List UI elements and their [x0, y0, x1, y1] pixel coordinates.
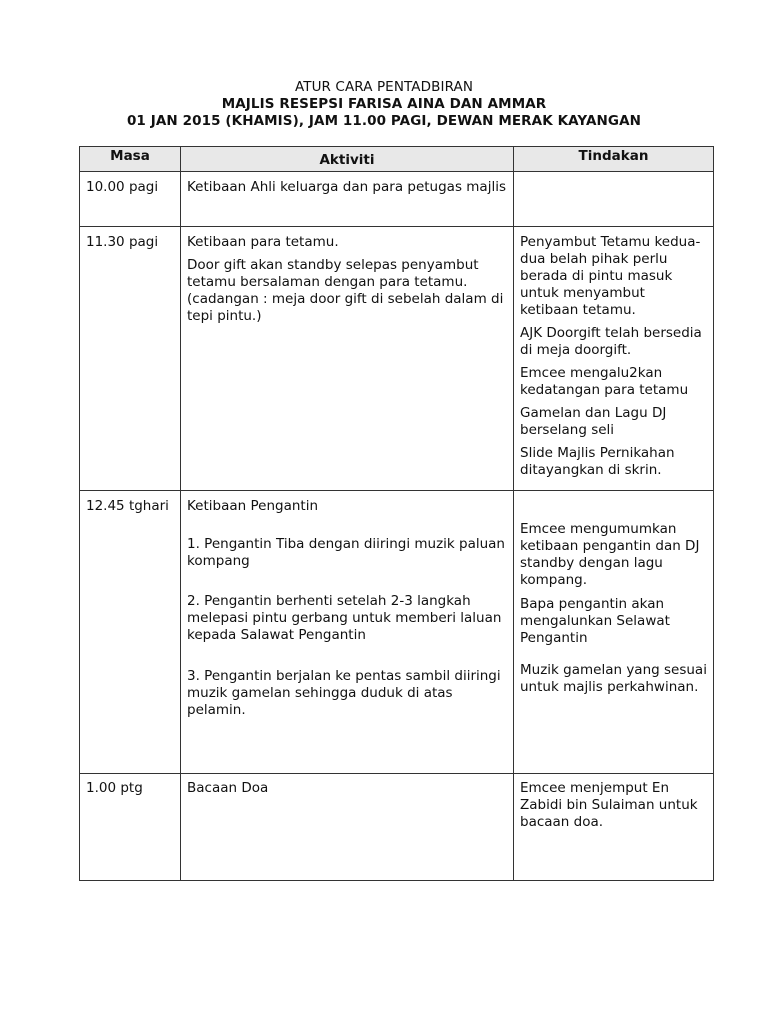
event-name: MAJLIS RESEPSI FARISA AINA DAN AMMAR — [221, 96, 547, 112]
table-header — [80, 147, 714, 172]
cell-masa — [80, 172, 181, 227]
cell-masa — [80, 491, 181, 774]
cell-masa — [80, 227, 181, 491]
header-tindakan — [514, 147, 714, 172]
table-row — [80, 227, 714, 491]
header-aktiviti-label: Aktiviti — [319, 152, 375, 168]
cell-aktiviti — [181, 172, 514, 227]
cell-tindakan — [514, 227, 714, 491]
header-row — [80, 147, 714, 172]
activity-text: Ketibaan Ahli keluarga dan para petugas majlis — [187, 179, 506, 195]
cell-masa — [80, 774, 181, 881]
time-label: 12.45 tghari — [86, 498, 169, 514]
table-row — [80, 491, 714, 774]
action-text: Muzik gamelan yang sesuai untuk majlis perkahwinan. — [520, 662, 707, 695]
header-masa-label: Masa — [110, 148, 150, 164]
activity-text: Door gift akan standby selepas penyambut tetamu bersalaman dengan para tetamu. (cadangan : meja door gift di sebelah dalam di tepi pintu.) — [187, 257, 504, 324]
header-tindakan-label: Tindakan — [578, 148, 649, 164]
document-title-block — [0, 79, 768, 130]
activity-step: 1. Pengantin Tiba dengan diiringi muzik paluan kompang — [187, 536, 505, 569]
action-text: Penyambut Tetamu kedua-dua belah pihak perlu berada di pintu masuk untuk menyambut ketibaan tetamu. — [520, 234, 701, 318]
cell-aktiviti — [181, 491, 514, 774]
activity-step: 2. Pengantin berhenti setelah 2-3 langkah melepasi pintu gerbang untuk memberi laluan kepada Salawat Pengantin — [187, 593, 502, 643]
action-text: Emcee mengalu2kan kedatangan para tetamu — [520, 365, 689, 398]
time-label: 11.30 pagi — [86, 234, 159, 250]
action-text: Slide Majlis Pernikahan ditayangkan di skrin. — [520, 445, 675, 478]
action-text: Emcee menjemput En Zabidi bin Sulaiman untuk bacaan doa. — [520, 780, 698, 830]
header-aktiviti — [181, 147, 514, 172]
activity-text: Ketibaan para tetamu. — [187, 234, 339, 250]
time-label: 1.00 ptg — [86, 780, 143, 796]
cell-tindakan — [514, 172, 714, 227]
table-row — [80, 774, 714, 881]
time-label: 10.00 pagi — [86, 179, 159, 195]
activity-text: Bacaan Doa — [187, 780, 269, 796]
activity-text: Ketibaan Pengantin — [187, 498, 319, 514]
cell-aktiviti — [181, 227, 514, 491]
action-text: Bapa pengantin akan mengalunkan Selawat Pengantin — [520, 596, 670, 646]
action-text: Emcee mengumumkan ketibaan pengantin dan DJ standby dengan lagu kompang. — [520, 521, 700, 588]
activity-step: 3. Pengantin berjalan ke pentas sambil diiringi muzik gamelan sehingga duduk di atas pelamin. — [187, 668, 501, 718]
header-masa — [80, 147, 181, 172]
schedule-table — [79, 146, 714, 881]
document-title: ATUR CARA PENTADBIRAN — [294, 79, 474, 95]
cell-tindakan — [514, 774, 714, 881]
cell-tindakan — [514, 491, 714, 774]
action-text: AJK Doorgift telah bersedia di meja doorgift. — [520, 325, 702, 358]
action-text: Gamelan dan Lagu DJ berselang seli — [520, 405, 667, 438]
cell-aktiviti — [181, 774, 514, 881]
event-date-venue: 01 JAN 2015 (KHAMIS), JAM 11.00 PAGI, DEWAN MERAK KAYANGAN — [126, 113, 642, 129]
table-row — [80, 172, 714, 227]
